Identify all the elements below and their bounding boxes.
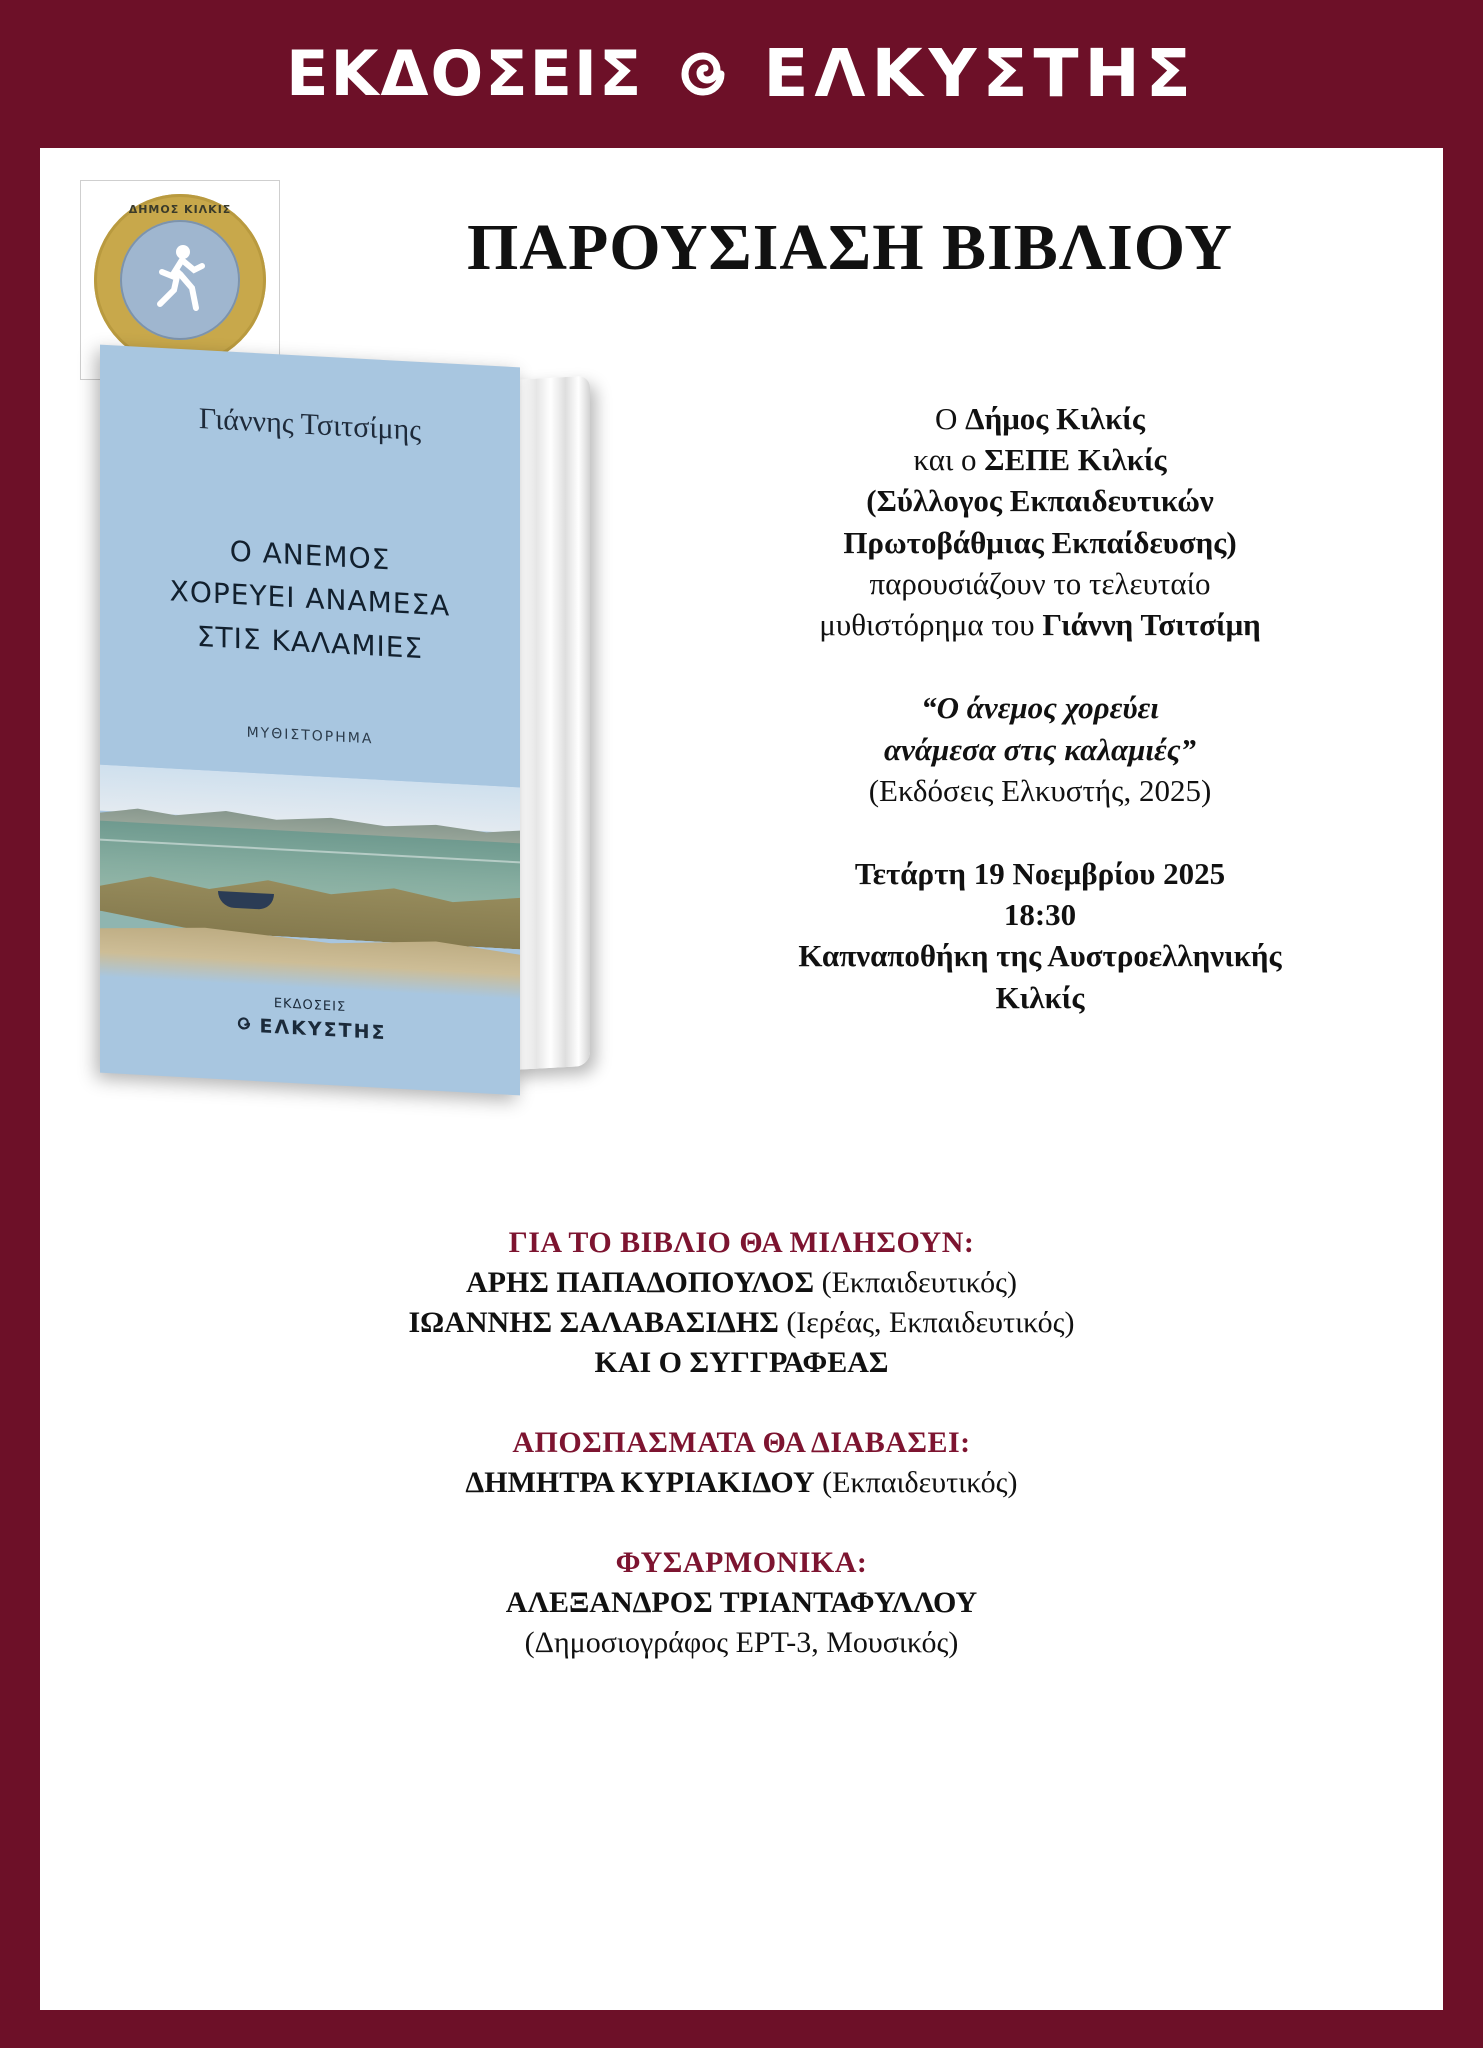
seal-label: ΔΗΜΟΣ ΚΙΛΚΙΣ [128,203,232,216]
credit-name: ΔΗΜΗΤΡΑ ΚΥΡΙΑΚΙΔΟΥ [465,1466,815,1499]
quote-publication: (Εκδόσεις Ελκυστής, 2025) [868,772,1212,808]
credit-line [40,1306,1443,1340]
credit-name: ΙΩΑΝΝΗΣ ΣΑΛΑΒΑΣΙΔΗΣ [408,1306,779,1339]
intro-line-5: παρουσιάζουν το τελευταίο [869,565,1211,601]
event-date: Τετάρτη 19 Νοεμβρίου 2025 [854,855,1226,891]
spiral-icon [661,32,745,116]
intro-line-1-bold: Δήμος Κιλκίς [965,401,1145,436]
credit-line [40,1586,1443,1620]
cover-publisher [100,987,520,1054]
page-title: ΠΑΡΟΥΣΙΑΣΗ ΒΙΒΛΙΟΥ [466,211,1234,284]
cover-photograph [100,765,520,1000]
event-venue: Καπναποθήκη της Αυστροελληνικής [798,938,1282,974]
credit-role: (Εκπαιδευτικός) [814,1466,1018,1499]
credit-heading: ΓΙΑ ΤΟ ΒΙΒΛΙΟ ΘΑ ΜΙΛΗΣΟΥΝ: [508,1226,975,1259]
intro-line-2-plain: και ο [913,442,985,478]
credit-heading: ΦΥΣΑΡΜΟΝΙΚΑ: [615,1546,868,1579]
intro-line-6-plain: μυθιστόρημα του [819,607,1043,643]
publisher-header [0,0,1483,148]
book-title-line2: ΧΟΡΕΥΕΙ ΑΝΑΜΕΣΑ [169,574,451,623]
credit-role: (Ιερέας, Εκπαιδευτικός) [778,1306,1075,1339]
event-time: 18:30 [1003,897,1077,933]
intro-line-6 [680,604,1400,645]
quote-line-1: “Ο άνεμος χορεύει [921,690,1159,726]
credit-name: ΚΑΙ Ο ΣΥΓΓΡΑΦΕΑΣ [594,1346,889,1379]
book-title-line1: Ο ΑΝΕΜΟΣ [229,534,391,577]
intro-line-1-plain: Ο [935,401,966,436]
poster-page [40,148,1443,2010]
spacer-1 [680,645,1400,687]
intro-line-2-bold: ΣΕΠΕ Κιλκίς [984,442,1167,478]
credit-block-speakers [40,1226,1443,1380]
credit-name: ΑΡΗΣ ΠΑΠΑΔΟΠΟΥΛΟΣ [465,1266,815,1299]
intro-line-6-bold: Γιάννη Τσιτσίμη [1042,607,1261,643]
intro-line-3: (Σύλλογος Εκπαιδευτικών [866,483,1214,519]
quote-line-2: ανάμεσα στις καλαμιές” [883,731,1197,767]
publisher-name-right: ΕΛΚΥΣΤΗΣ [763,35,1197,112]
intro-line-1 [680,398,1400,439]
seal-inner-disc [120,220,240,340]
book-cover-image [90,356,680,1106]
credit-line [40,1466,1443,1500]
credit-name: ΑΛΕΞΑΝΔΡΟΣ ΤΡΙΑΝΤΑΦΥΛΛΟΥ [505,1586,978,1619]
credit-heading: ΑΠΟΣΠΑΣΜΑΤΑ ΘΑ ΔΙΑΒΑΣΕΙ: [512,1426,971,1459]
cover-publisher-small: ΕΚΔΟΣΕΙΣ [273,996,347,1015]
publisher-name-left: ΕΚΔΟΣΕΙΣ [286,37,644,110]
credit-line [40,1626,1443,1660]
credit-role: (Εκπαιδευτικός) [814,1266,1018,1299]
book-pages [508,376,590,1071]
credit-line [40,1346,1443,1380]
event-info [680,398,1400,1018]
intro-line-2 [680,439,1400,480]
book-author: Γιάννης Τσιτσίμης [198,401,422,448]
spiral-icon-small [234,1013,254,1039]
credit-block-reader [40,1426,1443,1500]
credits-section [40,1226,1443,1706]
book-genre: ΜΥΘΙΣΤΟΡΗΜΑ [246,724,374,748]
publisher-logo [286,32,1197,116]
spacer-2 [680,811,1400,853]
credit-line [40,1266,1443,1300]
seal-outer-ring [94,194,266,366]
book-front-cover [100,345,520,1096]
event-city: Κιλκίς [995,979,1085,1015]
credit-block-music [40,1546,1443,1660]
credit-role: (Δημοσιογράφος ΕΡΤ-3, Μουσικός) [524,1626,959,1659]
running-figure-icon [152,242,208,318]
cover-publisher-name: ΕΛΚΥΣΤΗΣ [259,1015,387,1045]
book-title-line3: ΣΤΙΣ ΚΑΛΑΜΙΕΣ [196,619,424,665]
intro-line-4: Πρωτοβάθμιας Εκπαίδευσης) [843,524,1237,560]
book-title [100,523,520,676]
